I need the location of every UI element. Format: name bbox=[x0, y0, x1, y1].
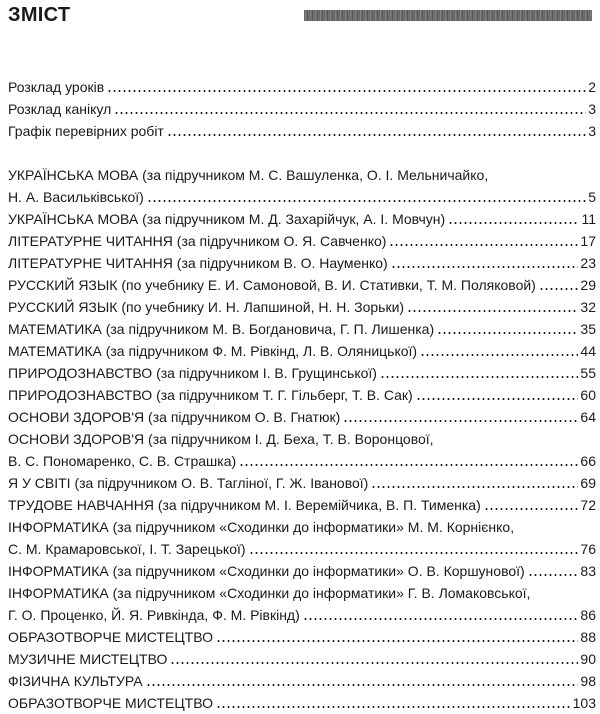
page-number: 66 bbox=[580, 453, 596, 469]
toc-subject: Я У СВІТІ bbox=[8, 475, 71, 491]
page-number: 44 bbox=[580, 343, 596, 359]
dot-leader bbox=[170, 661, 578, 665]
page-number: 17 bbox=[580, 233, 596, 249]
toc-entry-text: Розклад канікул bbox=[8, 101, 112, 117]
toc-entry[interactable] bbox=[8, 582, 596, 626]
toc-subject: ІНФОРМАТИКА bbox=[8, 585, 109, 601]
dot-leader bbox=[239, 463, 578, 467]
toc-subject: ІНФОРМАТИКА bbox=[8, 563, 109, 579]
toc-entry[interactable] bbox=[8, 318, 596, 340]
toc-entry-text: (за підручником О. Я. Савченко) bbox=[172, 233, 387, 249]
toc-subject: ФІЗИЧНА КУЛЬТУРА bbox=[8, 673, 143, 689]
page-number: 69 bbox=[580, 475, 596, 491]
toc-subject: ІНФОРМАТИКА bbox=[8, 519, 109, 535]
toc-entry-text: (за підручником М. В. Богдановича, Г. П. Лишенка) bbox=[101, 321, 435, 337]
toc-entry-title bbox=[8, 230, 386, 252]
toc-entry[interactable] bbox=[8, 406, 596, 428]
dot-leader bbox=[216, 639, 578, 643]
toc-entry[interactable] bbox=[8, 494, 596, 516]
toc-entry[interactable] bbox=[8, 428, 596, 472]
dot-leader bbox=[114, 111, 586, 115]
toc-entry-title bbox=[8, 167, 488, 183]
toc-subject: ОСНОВИ ЗДОРОВ'Я bbox=[8, 409, 145, 425]
toc-entry-title bbox=[8, 208, 445, 230]
toc-entry-title bbox=[8, 406, 340, 428]
toc-subject: МУЗИЧНЕ МИСТЕЦТВО bbox=[8, 651, 168, 667]
toc-entry-text: (за підручником «Сходинки до інформатики» О. В. Коршунової) bbox=[108, 563, 525, 579]
toc-entry-text: (за підручником В. О. Науменко) bbox=[172, 255, 388, 271]
dot-leader bbox=[539, 287, 579, 291]
toc-entry-title bbox=[8, 384, 413, 406]
toc-entry-title bbox=[8, 670, 143, 692]
toc-subject: ПРИРОДОЗНАВСТВО bbox=[8, 365, 153, 381]
toc-entry-title bbox=[8, 585, 530, 601]
toc-entry-text: (по учебнику Е. И. Самоновой, В. И. Стативки, Т. М. Поляковой) bbox=[117, 277, 536, 293]
toc-entry-title bbox=[8, 252, 388, 274]
toc-entry-text: (за підручником І. В. Грущинської) bbox=[152, 365, 377, 381]
dot-leader bbox=[216, 705, 571, 709]
toc-entry-title bbox=[8, 431, 434, 447]
page-number: 72 bbox=[580, 497, 596, 513]
dot-leader bbox=[167, 133, 586, 137]
dot-leader bbox=[391, 265, 579, 269]
toc-entry[interactable] bbox=[8, 472, 596, 494]
toc-subject: РУССКИЙ ЯЗЫК bbox=[8, 277, 118, 293]
page-number: 55 bbox=[580, 365, 596, 381]
toc-entry-title bbox=[8, 472, 368, 494]
toc-entry[interactable] bbox=[8, 626, 596, 648]
dot-leader bbox=[389, 243, 578, 247]
page-number: 23 bbox=[580, 255, 596, 271]
toc-subject: МАТЕМАТИКА bbox=[8, 343, 102, 359]
toc-entry-title bbox=[8, 648, 167, 670]
toc-entry[interactable] bbox=[8, 670, 596, 692]
toc-entry-text: Розклад уроків bbox=[8, 79, 105, 95]
toc-entry[interactable] bbox=[8, 98, 596, 120]
page-number: 83 bbox=[580, 563, 596, 579]
toc-subject: МАТЕМАТИКА bbox=[8, 321, 102, 337]
dot-leader bbox=[437, 331, 578, 335]
toc-entry-text: (за підручником «Сходинки до інформатики» М. М. Корнієнко, bbox=[108, 519, 515, 535]
page-number: 3 bbox=[588, 101, 596, 117]
page-number: 88 bbox=[580, 629, 596, 645]
table-of-contents bbox=[8, 76, 596, 714]
toc-entry-title bbox=[8, 296, 404, 318]
toc-entry[interactable] bbox=[8, 516, 596, 560]
page-number: 3 bbox=[588, 123, 596, 139]
toc-entry[interactable] bbox=[8, 384, 596, 406]
page-number: 5 bbox=[588, 189, 596, 205]
toc-entry[interactable] bbox=[8, 164, 596, 208]
toc-entry-title bbox=[8, 76, 104, 98]
toc-entry-title bbox=[8, 340, 417, 362]
dot-leader bbox=[380, 375, 578, 379]
toc-entry-text: (за підручником Т. Г. Гільберг, Т. В. Сак) bbox=[152, 387, 413, 403]
toc-entry-text: (за підручником М. С. Вашуленка, О. І. Мельничайко, bbox=[138, 167, 489, 183]
dot-leader bbox=[303, 617, 579, 621]
toc-entry-text: (за підручником «Сходинки до інформатики» Г. В. Ломаковської, bbox=[108, 585, 531, 601]
toc-entry-continuation: С. М. Крамаровської, І. Т. Зарецької) bbox=[8, 541, 246, 557]
toc-entry-continuation: Г. О. Проценко, Й. Я. Ривкінда, Ф. М. Рівкінд) bbox=[8, 607, 300, 623]
title-decorative-bar bbox=[304, 10, 592, 21]
toc-subject: ЛІТЕРАТУРНЕ ЧИТАННЯ bbox=[8, 233, 173, 249]
toc-entry-text: Графік перевірних робіт bbox=[8, 123, 164, 139]
page-number: 64 bbox=[580, 409, 596, 425]
toc-entry-title bbox=[8, 274, 536, 296]
toc-entry[interactable] bbox=[8, 208, 596, 230]
toc-subject: ОСНОВИ ЗДОРОВ'Я bbox=[8, 431, 145, 447]
toc-entry[interactable] bbox=[8, 230, 596, 252]
dot-leader bbox=[528, 573, 579, 577]
dot-leader bbox=[407, 309, 578, 313]
toc-entry-text: (за підручником М. Д. Захарійчук, А. І. Мовчун) bbox=[138, 211, 446, 227]
toc-entry[interactable] bbox=[8, 274, 596, 296]
page-number: 86 bbox=[580, 607, 596, 623]
dot-leader bbox=[416, 397, 579, 401]
toc-subject: УКРАЇНСЬКА МОВА bbox=[8, 211, 139, 227]
toc-subject: ОБРАЗОТВОРЧЕ МИСТЕЦТВО bbox=[8, 629, 213, 645]
toc-entry-title bbox=[8, 626, 213, 648]
dot-leader bbox=[343, 419, 578, 423]
page-number: 103 bbox=[572, 695, 596, 711]
page-number: 29 bbox=[580, 277, 596, 293]
page-number: 11 bbox=[581, 211, 596, 227]
toc-entry-title bbox=[8, 560, 525, 582]
page-number: 35 bbox=[580, 321, 596, 337]
toc-entry-title bbox=[8, 120, 164, 142]
toc-entry[interactable] bbox=[8, 648, 596, 670]
toc-entry-text: (за підручником М. І. Веремійчика, В. П. Тименка) bbox=[153, 497, 481, 513]
dot-leader bbox=[146, 683, 579, 687]
dot-leader bbox=[371, 485, 578, 489]
dot-leader bbox=[420, 353, 578, 357]
toc-entry[interactable] bbox=[8, 296, 596, 318]
toc-entry[interactable] bbox=[8, 252, 596, 274]
toc-entry-text: (за підручником І. Д. Беха, Т. В. Воронцової, bbox=[144, 431, 434, 447]
dot-leader bbox=[107, 89, 586, 93]
page-title: ЗМІСТ bbox=[8, 4, 71, 26]
toc-entry-continuation: В. С. Пономаренко, С. В. Страшка) bbox=[8, 453, 237, 469]
page-number: 32 bbox=[580, 299, 596, 315]
toc-subject: ТРУДОВЕ НАВЧАННЯ bbox=[8, 497, 154, 513]
toc-subject: ОБРАЗОТВОРЧЕ МИСТЕЦТВО bbox=[8, 695, 213, 711]
dot-leader bbox=[484, 507, 579, 511]
toc-entry-text: (за підручником О. В. Гнатюк) bbox=[144, 409, 341, 425]
toc-entry[interactable] bbox=[8, 560, 596, 582]
dot-leader bbox=[147, 199, 586, 203]
dot-leader bbox=[249, 551, 579, 555]
toc-entry-title bbox=[8, 362, 377, 384]
dot-leader bbox=[448, 221, 579, 225]
toc-entry[interactable] bbox=[8, 362, 596, 384]
toc-subject: РУССКИЙ ЯЗЫК bbox=[8, 299, 118, 315]
page-number: 98 bbox=[580, 673, 596, 689]
toc-entry-title bbox=[8, 98, 111, 120]
toc-entry-continuation: Н. А. Васильківської) bbox=[8, 189, 144, 205]
toc-subject: УКРАЇНСЬКА МОВА bbox=[8, 167, 139, 183]
page-number: 76 bbox=[580, 541, 596, 557]
toc-entry-text: (по учебнику И. Н. Лапшиной, Н. Н. Зорьки) bbox=[117, 299, 405, 315]
page-number: 2 bbox=[588, 79, 596, 95]
toc-entry-title bbox=[8, 519, 514, 535]
toc-subject: ЛІТЕРАТУРНЕ ЧИТАННЯ bbox=[8, 255, 173, 271]
toc-entry-text: (за підручником О. В. Тагліної, Г. Ж. Іванової) bbox=[70, 475, 369, 491]
toc-entry-title bbox=[8, 494, 481, 516]
page-number: 90 bbox=[580, 651, 596, 667]
toc-entry-title bbox=[8, 318, 434, 340]
toc-entry[interactable] bbox=[8, 340, 596, 362]
page-number: 60 bbox=[580, 387, 596, 403]
toc-entry[interactable] bbox=[8, 120, 596, 142]
toc-entry-text: (за підручником Ф. М. Рівкінд, Л. В. Оляницької) bbox=[101, 343, 418, 359]
toc-entry[interactable] bbox=[8, 76, 596, 98]
toc-subject: ПРИРОДОЗНАВСТВО bbox=[8, 387, 153, 403]
